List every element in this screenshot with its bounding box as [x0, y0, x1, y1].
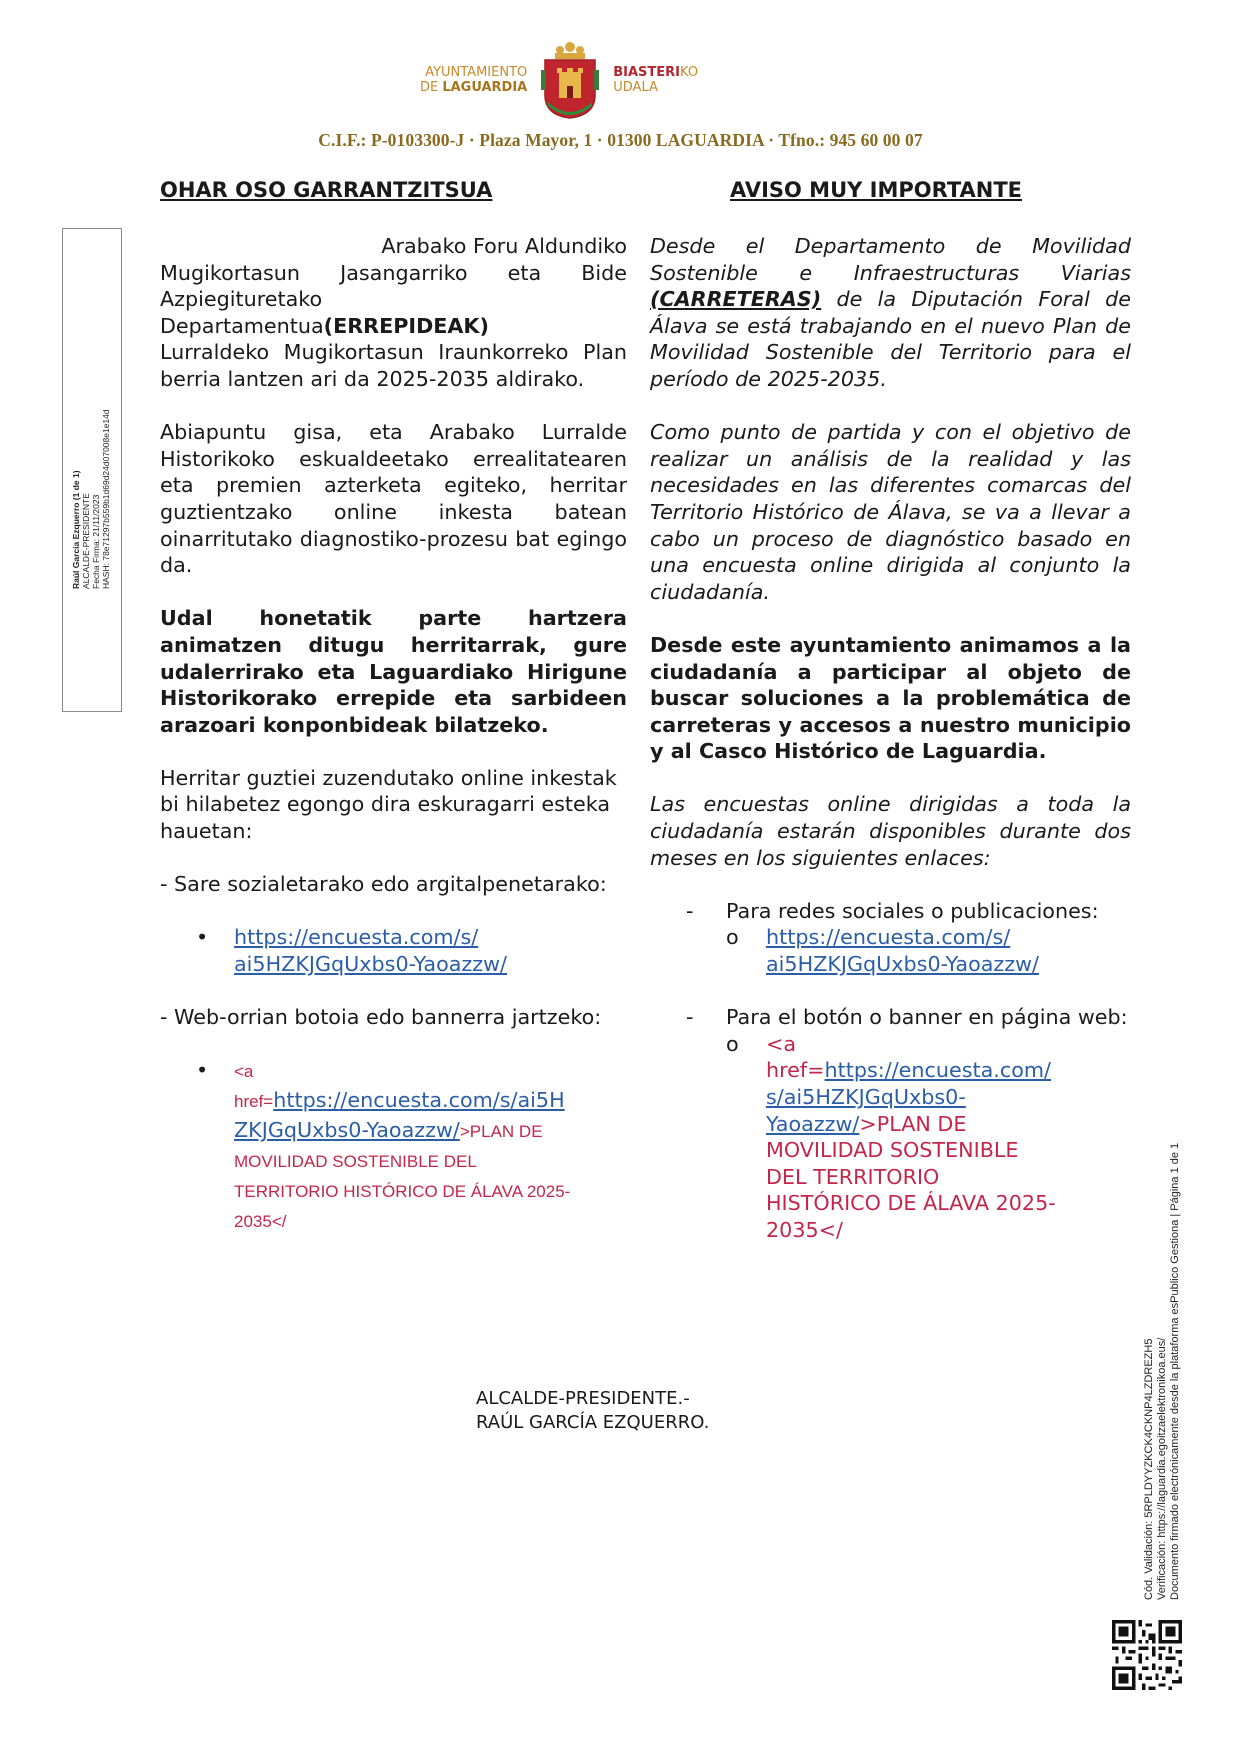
coat-of-arms-icon — [535, 40, 605, 120]
signature-block: ALCALDE-PRESIDENTE.- RAÚL GARCÍA EZQUERRO. — [476, 1388, 710, 1433]
validation-side-text: Cód. Validación: 5RPLDYYZKCK4CKNP4LZDREZH5 Verificación: https://laguardia.egoitzaelektronikoa.eus/ Documento firmado electrónicamente desde la plataforma esPublico Gestiona | Página 1 de 1 — [1143, 1142, 1181, 1600]
basque-web-link-item: • <a href=https://encuesta.com/s/ai5H ZKJGqUxbs0-Yaoazzw/>PLAN DE MOVILIDAD SOSTENIBLE DEL TERRITORIO HISTÓRICO DE ÁLAVA 2025- 2035</ — [196, 1058, 571, 1232]
basque-paragraph-1: Arabako Foru Aldundiko Mugikortasun Jasangarriko eta Bide Azpiegituretako Departamentua(ERREPIDEAK) Lurraldeko Mugikortasun Iraunkorreko Plan berria lantzen ari da 2025-2035 aldirako. — [160, 234, 627, 391]
bullet-icon: • — [196, 1058, 209, 1083]
spanish-web-link-1[interactable]: https://encuesta.com/ — [824, 1058, 1052, 1083]
logo-right-text: BIASTERIKO UDALA — [613, 65, 699, 95]
basque-paragraph-4: Herritar guztiei zuzendutako online inkestak bi hilabetez egongo dira eskuragarri esteka hauetan: — [160, 765, 617, 844]
basque-social-label: - Sare sozialetarako edo argitalpenetarako: — [160, 872, 607, 897]
basque-web-link-2[interactable]: ZKJGqUxbs0-Yaoazzw/ — [234, 1118, 460, 1143]
spanish-social-item: - Para redes sociales o publicaciones: o https://encuesta.com/s/ ai5HZKJGqUxbs0-Yaoazzw/ — [650, 898, 1131, 978]
bullet-icon: • — [196, 925, 209, 950]
cif-address-line: C.I.F.: P-0103300-J · Plaza Mayor, 1 · 01300 LAGUARDIA · Tfno.: 945 60 00 07 — [318, 130, 923, 150]
circle-bullet-icon: o — [726, 1031, 739, 1056]
basque-social-link[interactable]: https://encuesta.com/s/ ai5HZKJGqUxbs0-Yaoazzw/ — [234, 925, 508, 977]
spanish-paragraph-2: Como punto de partida y con el objetivo de realizar un análisis de la realidad y las necesidades en las diferentes comarcas del Territorio Histórico de Álava, se va a llevar a cabo un proceso de diagnóstico basado en una encuesta online dirigida al conjunto la ciudadanía. — [650, 420, 1131, 604]
dash-icon: - — [686, 1005, 694, 1030]
spanish-title: AVISO MUY IMPORTANTE — [730, 178, 1023, 202]
spanish-social-link[interactable]: https://encuesta.com/s/ ai5HZKJGqUxbs0-Yaoazzw/ — [766, 925, 1040, 977]
spanish-paragraph-3: Desde este ayuntamiento animamos a la ciudadanía a participar al objeto de buscar soluciones a la problemática de carreteras y accesos a nuestro municipio y al Casco Histórico de Laguardia. — [650, 632, 1131, 764]
basque-paragraph-3: Udal honetatik parte hartzera animatzen ditugu herritarrak, gure udalerrirako eta Laguardiako Hirigune Historikorako errepide eta sarbideen arazoari konponbideak bilatzeko. — [160, 606, 627, 737]
logo-left-text: AYUNTAMIENTO DE LAGUARDIA — [419, 65, 528, 95]
basque-web-link-1[interactable]: https://encuesta.com/s/ai5H — [273, 1088, 565, 1113]
spanish-web-link-3[interactable]: Yaoazzw/ — [766, 1111, 860, 1136]
qr-code-icon — [1112, 1620, 1182, 1690]
spanish-social-link-item — [726, 924, 1131, 977]
municipal-logo — [404, 40, 714, 120]
spanish-paragraph-1: Desde el Departamento de Movilidad Sostenible e Infraestructuras Viarias (CARRETERAS) de la Diputación Foral de Álava se está trabajando en el nuevo Plan de Movilidad Sostenible del Territorio para el período de 2025-2035. — [650, 234, 1131, 391]
basque-column — [160, 233, 627, 1237]
basque-web-label: - Web-orrian botoia edo bannerra jartzeko: — [160, 1005, 602, 1030]
signature-stamp-text: Raúl García Ezquerro (1 de 1) ALCALDE-PRESIDENTE Fecha Firma: 21/11/2023 HASH: 78e71297b559b1d69d24d07008e1e14d — [71, 409, 111, 589]
spanish-column — [650, 233, 1131, 1244]
basque-title: OHAR OSO GARRANTZITSUA — [160, 178, 493, 202]
basque-social-link-item — [160, 924, 627, 977]
basque-paragraph-2: Abiapuntu gisa, eta Arabako Lurralde Historikoko eskualdeetako errealitatearen eta premien azterketa egiteko, herritar guztientzako online inkesta batean oinarritutako diagnostiko-prozesu bat egingo da. — [160, 420, 627, 578]
spanish-web-link-item: o <a href=https://encuesta.com/ s/ai5HZKJGqUxbs0- Yaoazzw/>PLAN DE MOVILIDAD SOSTENIBLE DEL TERRITORIO HISTÓRICO DE ÁLAVA 2025- 2035</ — [726, 1031, 1056, 1242]
circle-bullet-icon: o — [726, 925, 739, 950]
spanish-web-item: - Para el botón o banner en página web: o <a href=https://encuesta.com/ s/ai5HZKJGqUxbs0- Yaoazzw/>PLAN DE MOVILIDAD SOSTENIBLE DEL TERRITORIO HISTÓRICO DE ÁLAVA 2025- 2035</ — [650, 1004, 1131, 1243]
spanish-paragraph-4: Las encuestas online dirigidas a toda la ciudadanía estarán disponibles durante dos meses en los siguientes enlaces: — [650, 792, 1131, 870]
dash-icon: - — [686, 898, 694, 923]
spanish-web-link-2[interactable]: s/ai5HZKJGqUxbs0- — [766, 1085, 966, 1109]
signature-stamp-box — [62, 228, 122, 712]
